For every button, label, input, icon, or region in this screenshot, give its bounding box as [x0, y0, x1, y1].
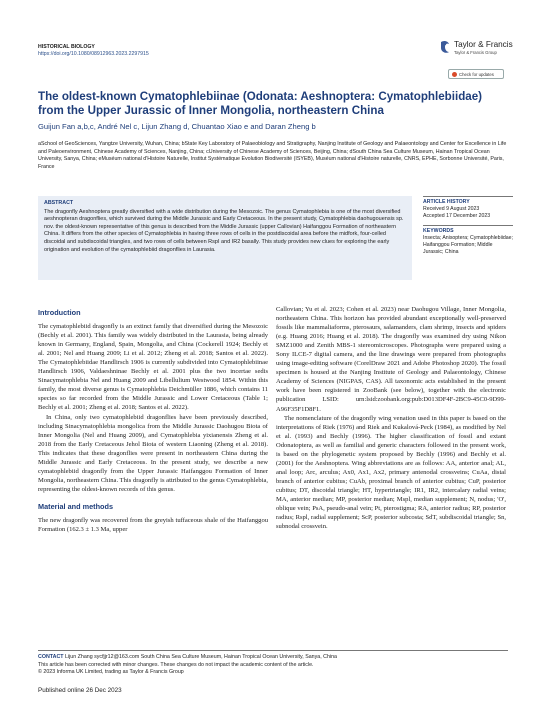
left-column — [38, 305, 268, 534]
nomenclature-paragraph: The nomenclature of the dragonfly wing venation used in this paper is based on the interpretations of Riek (1976) and Riek and Kukalová-Peck (1984), as modified by Nel et al. (1993) and Bechly (1996). The higher classification of fossil and extant Odonatoptera, as well as familial and generic characters followed in the present work, is based on the phylogenetic system proposed by Bechly (1996) and Bechly et al. (2001) for the Aeshnoptera. Wing abbreviations are as follows: AA, anterior anal; AL, anal loop; Arc, arculus; Ax0, Ax1, Ax2, primary antenodal crossveins; CuAa, distal branch of anterior cubitus; CuAb, proximal branch of anterior cubitus; CuP, posterior cubitus; DT, discoidal triangle; HT, hypertriangle; IR1, IR2, intercalary radial veins; MA, anterior median; MP, posterior median; Mspl, median supplement; N, nodus; 'O', oblique vein; PsA, pseudo-anal vein; Pt, pterostigma; RA, anterior radius; RP, posterior radius; Rspl, radial supplement; ScP, posterior subcosta; SdT, subdiscoidal triangle; Sn, subnodal crossvein. — [276, 414, 506, 531]
accepted-date: Accepted 17 December 2023 — [423, 213, 491, 220]
intro-paragraph-2: In China, only two cymatophlebiid dragonflies have been previously described, including Sinacymatophlebia mongolica from the Middle Jurassic Daohugou Biota of Inner Mongolia (Nel and Huang 2009), and Cymatophlebia yixianensis Zheng et al. 2018 from the Early Cretaceous Jehol Biota of western Liaoning (Zheng et al. 2018). This indicates that these dragonflies were present in northeastern China during the Middle Jurassic and Early Cretaceous. In the present study, we describe a new cymatophlebiid dragonfly from the Upper Jurassic Haifanggou Formation of Inner Mongolia, northeastern China. This dragonfly is attributed to the genus Cymatophlebia, representing the oldest-known records of this genus. — [38, 413, 268, 493]
right-column — [276, 305, 506, 531]
received-date: Received 9 August 2023 — [423, 206, 480, 213]
publisher-group: Taylor & Francis Group — [454, 50, 497, 55]
abstract-heading: ABSTRACT — [44, 200, 74, 206]
affiliations: aSchool of GeoSciences, Yangtze University, Wuhan, China; bState Key Laboratory of Palaeobiology and Stratigraphy, Nanjing Institute of Geology and Palaeontology and Center for Excellence in Life and Paleoenvironment, Chinese Academy of Sciences, Nanjing, China; cUniversity of Chinese Academy of Sciences, Beijing, China; dSouth China Sea Culture Museum, Hainan Tropical Ocean University, Sanya, China; eMuséum national d'Histoire Naturelle, Institut Systématique Evolution Biodiversité (ISYEB), Muséum national d'Histoire naturelle, CNRS, EPHE, Sorbonne Université, Paris, France — [38, 141, 507, 171]
contact-label: CONTACT — [38, 654, 64, 660]
publisher-logo[interactable] — [439, 38, 513, 60]
update-badge-icon — [452, 72, 457, 77]
intro-paragraph-1: The cymatophlebiid dragonfly is an extinct family that diversified during the Mesozoic (Bechly et al. 2001). This family was widely distributed in the Laurasia, being already known in Germany, England, Spain, Mongolia, and China (Cockerell 1924; Bechly et al. 2001; Nel and Huang 2009; Li et al. 2012; Zheng et al. 2018; Santos et al. 2022). The Cymatophlebiidae Handlirsch 1906 is currently subdivided into Cymatophlebiinae Handlirsch 1906, Valdaeshninae Bechly et al. 2001 plus the two incertae sedis Sinacymatophlebia Nel and Huang 2009 and Libellulium Westwood 1854. Within this family, the most diverse genus is Cymatophlebia Deichmüller 1886, which contains 11 species so far recorded from the Middle Jurassic and Lower Cretaceous (Table 1; Bechly et al. 2001; Zheng et al. 2018; Santos et al. 2022). — [38, 323, 268, 412]
history-heading: ARTICLE HISTORY — [423, 196, 513, 206]
doi-link[interactable]: https://doi.org/10.1080/08912963.2023.2297915 — [38, 51, 149, 57]
keywords-list: Insecta; Anisoptera; Cymatophlebiidae; Haifanggou Formation; Middle Jurassic; China — [423, 234, 513, 256]
article-history — [423, 196, 513, 256]
taylor-francis-logo-icon — [439, 40, 451, 54]
contact-line — [38, 654, 508, 662]
introduction-heading: Introduction — [38, 308, 81, 317]
keywords-heading: KEYWORDS — [423, 225, 513, 235]
publisher-name: Taylor & Francis — [454, 40, 513, 49]
abstract-box — [38, 196, 412, 280]
article-title: The oldest-known Cymatophlebiinae (Odonata: Aeshnoptera: Cymatophlebiidae) from the Upper Jurassic of Inner Mongolia, northeastern China — [38, 90, 483, 117]
check-updates-label: Check for updates — [459, 71, 494, 77]
methods-paragraph-1: The new dragonfly was recovered from the greyish tuffaceous shale of the Haifanggou Formation (162.3 ± 1.3 Ma, upper — [38, 516, 268, 534]
article-authors: Guijun Fan a,b,c, André Nel c, Lijun Zhang d, Chuantao Xiao e and Daran Zheng b — [38, 122, 316, 131]
page-footer — [38, 650, 508, 677]
contact-text[interactable]: Lijun Zhang sycfjjr12@163.com South China Sea Culture Museum, Hainan Tropical Ocean University, Sanya, China — [64, 654, 338, 660]
check-updates-button[interactable] — [448, 69, 504, 79]
abstract-text: The dragonfly Aeshnoptera greatly diversified with a wide distribution during the Mesozoic. The genus Cymatophlebia is one of the most diversified aeshnopteran dragonflies, which survived during the Middle Jurassic and Early Cretaceous. In the present study, Cymatophlebia daohugouensis sp. nov. the oldest-known representative of this genus is described from the Middle Jurassic (upper Callovian) Haifanggou Formation of northeastern China. It differs from the other species of Cymatophlebia in having three rows of cells in the postdiscoidal area before the midfork, four-celled discoidal and subdiscoidal triangles, and two rows of cells between RspI and IR2 basally. This study provides new clues for exploring the early origination and evolution of the cymatophlebiid dragonflies in Laurasia. — [44, 208, 404, 253]
journal-name: HISTORICAL BIOLOGY — [38, 44, 95, 50]
journal-header — [38, 44, 149, 58]
methods-heading: Material and methods — [38, 501, 114, 511]
published-date: Published online 26 Dec 2023 — [38, 687, 122, 694]
correction-note: This article has been corrected with minor changes. These changes do not impact the academic content of the article. — [38, 661, 314, 668]
methods-paragraph-continued: Callovian; Yu et al. 2023; Cohen et al. 2023) near Daohugou Village, Inner Mongolia, northeastern China. This horizon has provided abundant exceptionally well-preserved fossils like mammaliaforms, pterosaurs, salamanders, clam shrimp, insects and spiders (e.g. Huang 2016; Huang et al. 2018). The dragonfly was examined dry using Nikon SMZ1000 and Zenith MBS-1 stereomicroscopes. Photographs were prepared using a Sony ILCE-7 digital camera, and the line drawings were prepared from photographs using image-editing software (CorelDraw 2021 and Adobe Photoshop 2020). The fossil specimen is housed at the Nanjing Institute of Geology and Palaeontology, Chinese Academy of Sciences (NIGPAS, CAS). All taxonomic acts established in the present work have been registered in ZooBank (see below), together with the electronic publication LSID: urn:lsid:zoobank.org:pub:D013DF4F-2BC9-45C0-9D99-A96F35F1D8F1. — [276, 306, 506, 413]
copyright-line: © 2023 Informa UK Limited, trading as Taylor & Francis Group — [38, 669, 184, 676]
